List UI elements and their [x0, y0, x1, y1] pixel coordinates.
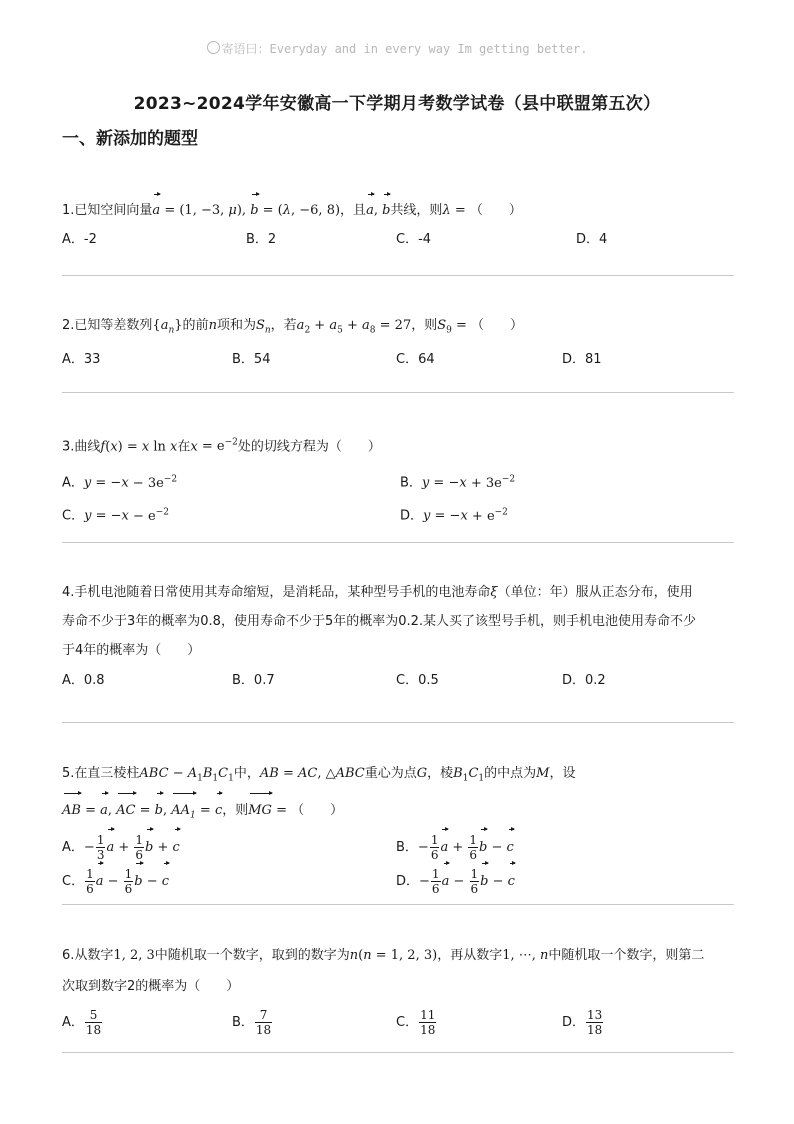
option-c[interactable]: C．0.5	[396, 673, 439, 688]
option-c[interactable]: C．$y = -x - e^{-2}$	[62, 507, 169, 524]
question-3	[62, 428, 734, 526]
question-stem: 2.已知等差数列$\{a_n\}$的前n项和为$S_n$，若$a_2 + a_5 + a_8 = 27$，则$S_9$ = （ ）	[62, 318, 524, 336]
option-b[interactable]: B．54	[232, 351, 271, 367]
option-c[interactable]: C． $\frac{1}{6}$ a − $\frac{1}{6}$ b − c	[62, 865, 169, 899]
question-stem: 1.已知空间向量a = (1, −3, μ), b = (λ, −6, 8)，且a, b共线，则λ = （ ）	[62, 196, 734, 226]
option-a[interactable]: A．$y = -x - 3e^{-2}$	[62, 474, 178, 491]
question-4	[62, 578, 734, 695]
option-a[interactable]: A． $\frac{5}{18}$	[62, 1008, 102, 1037]
smile-icon	[207, 41, 220, 54]
option-c[interactable]: C．-4	[396, 232, 432, 247]
option-a[interactable]: A．0.8	[62, 673, 105, 688]
divider	[62, 392, 734, 393]
question-stem: 5.在直三棱柱ABC − $A_1B_1C_1$中，AB = AC, △ABC重心为点G，棱$B_1C_1$的中点为M，设 AB = a, AC = b, $AA_1 = c$，则MG = （ ）	[62, 758, 734, 831]
option-b[interactable]: B．2	[246, 232, 277, 247]
options	[62, 498, 734, 526]
section-heading: 一、新添加的题型	[62, 129, 198, 149]
option-a[interactable]: A．33	[62, 351, 101, 367]
option-b[interactable]: B． $\frac{7}{18}$	[232, 1008, 272, 1037]
options	[62, 667, 734, 695]
divider	[62, 722, 734, 723]
question-stem: 4.手机电池随着日常使用其寿命缩短，是消耗品，某种型号手机的电池寿命ξ（单位：年）服从正态分布，使用 寿命不少于3年的概率为0.8，使用寿命不少于5年的概率为0.2.某人买了该型号手机，则手机电池使用寿命不少 于4年的概率为（ ）	[62, 585, 697, 658]
option-a[interactable]: A．-2	[62, 232, 97, 247]
option-d[interactable]: D．− $\frac{1}{6}$ a − $\frac{1}{6}$ b − c	[396, 865, 515, 899]
question-stem: 6.从数字1, 2, 3中随机取一个数字，取到的数字为n(n = 1, 2, 3)，再从数字1, ⋯, n中随机取一个数字，则第二 次取到数字2的概率为（ ）	[62, 948, 705, 994]
options	[62, 226, 734, 254]
option-b[interactable]: B．0.7	[232, 673, 275, 688]
question-1	[62, 196, 734, 254]
question-2	[62, 311, 734, 374]
option-a[interactable]: A．− $\frac{1}{3}$ a + $\frac{1}{6}$ b + c	[62, 831, 180, 865]
page-title: 2023~2024学年安徽高一下学期月考数学试卷（县中联盟第五次）	[133, 94, 661, 114]
divider	[62, 904, 734, 905]
divider	[62, 275, 734, 276]
options	[62, 346, 734, 374]
option-d[interactable]: D．0.2	[562, 673, 606, 688]
watermark	[0, 40, 794, 57]
question-stem: 3.曲线f(x) = x ln x在$x = e^{-2}$处的切线方程为（ ）	[62, 438, 381, 455]
option-b[interactable]: B．$y = -x + 3e^{-2}$	[400, 474, 516, 491]
option-d[interactable]: D．81	[562, 351, 602, 367]
option-d[interactable]: D．$y = -x + e^{-2}$	[400, 507, 508, 524]
option-c[interactable]: C．64	[396, 351, 435, 367]
divider	[62, 542, 734, 543]
options	[62, 831, 734, 865]
option-d[interactable]: D． $\frac{13}{18}$	[562, 1008, 603, 1037]
watermark-text: 寄语曰：Everyday and in every way Im getting better.	[221, 42, 588, 56]
question-6	[62, 940, 734, 1042]
option-b[interactable]: B．− $\frac{1}{6}$ a + $\frac{1}{6}$ b − c	[396, 831, 514, 865]
options	[62, 1004, 734, 1042]
options	[62, 465, 734, 493]
option-d[interactable]: D．4	[576, 232, 608, 247]
option-c[interactable]: C． $\frac{11}{18}$	[396, 1008, 436, 1037]
divider	[62, 1052, 734, 1053]
options	[62, 865, 734, 899]
question-5	[62, 758, 734, 899]
